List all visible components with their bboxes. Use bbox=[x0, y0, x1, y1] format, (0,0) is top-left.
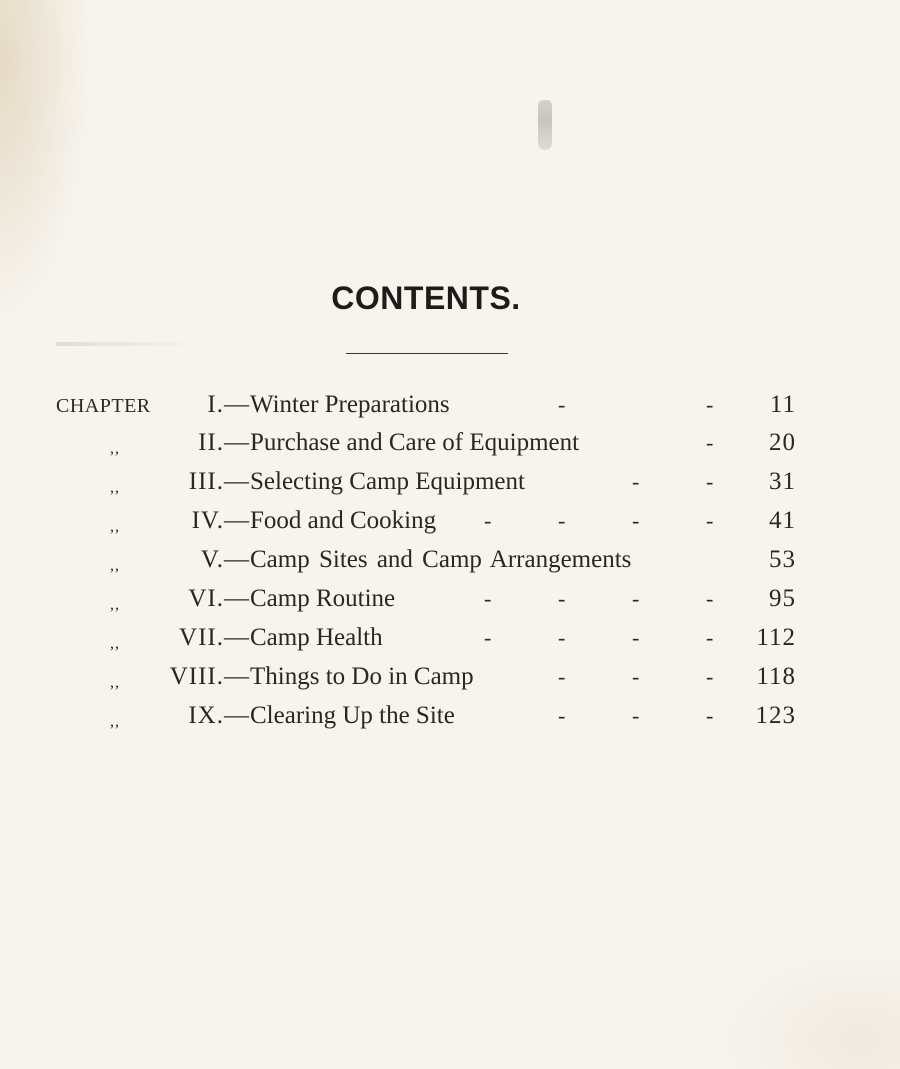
leader-dash: - bbox=[484, 586, 492, 611]
leader-dash: - bbox=[558, 664, 566, 689]
leader-dash: - bbox=[484, 625, 492, 650]
chapter-title: Things to Do in Camp bbox=[250, 663, 474, 690]
leader-dash: - bbox=[558, 508, 566, 533]
chapter-numeral: IV.— bbox=[191, 507, 250, 534]
toc-entry bbox=[0, 579, 900, 619]
chapter-title: Camp Sites and Camp Arrangements bbox=[250, 546, 632, 573]
page-number: 41 bbox=[769, 507, 796, 534]
ditto-mark: ,, bbox=[110, 518, 120, 535]
ditto-mark: ,, bbox=[110, 713, 120, 730]
ditto-mark: ,, bbox=[110, 674, 120, 691]
leader-dash: - bbox=[706, 508, 714, 533]
leader-dash: - bbox=[484, 508, 492, 533]
toc-entry bbox=[0, 501, 900, 541]
chapter-numeral: IX.— bbox=[188, 702, 250, 729]
title-rule bbox=[346, 353, 508, 354]
ditto-mark: ,, bbox=[110, 440, 120, 457]
leader-dash: - bbox=[706, 430, 714, 455]
ditto-mark: ,, bbox=[110, 479, 120, 496]
leader-dash: - bbox=[706, 392, 714, 417]
chapter-numeral: I.— bbox=[207, 391, 250, 418]
chapter-numeral: III.— bbox=[188, 468, 250, 495]
leader-dash: - bbox=[632, 664, 640, 689]
leader-dash: - bbox=[706, 625, 714, 650]
chapter-title: Food and Cooking bbox=[250, 507, 437, 534]
leader-dash: - bbox=[706, 586, 714, 611]
toc-entry bbox=[0, 618, 900, 658]
page-number: 95 bbox=[769, 585, 796, 612]
leader-dash: - bbox=[632, 586, 640, 611]
chapter-title: Winter Preparations bbox=[250, 391, 450, 418]
chapter-numeral: VI.— bbox=[188, 585, 250, 612]
chapter-label: CHAPTER bbox=[56, 395, 151, 417]
chapter-title: Camp Health bbox=[250, 624, 383, 651]
toc-entry bbox=[0, 423, 900, 463]
toc-entry bbox=[0, 696, 900, 736]
toc-entry bbox=[0, 540, 900, 580]
leader-dash: - bbox=[706, 703, 714, 728]
chapter-numeral: II.— bbox=[198, 429, 250, 456]
leader-dash: - bbox=[632, 625, 640, 650]
page-number: 112 bbox=[756, 624, 796, 651]
chapter-title: Clearing Up the Site bbox=[250, 702, 455, 729]
chapter-numeral: VII.— bbox=[179, 624, 250, 651]
page-number: 118 bbox=[756, 663, 796, 690]
ditto-mark: ,, bbox=[110, 596, 120, 613]
faint-mark bbox=[56, 342, 196, 346]
leader-dash: - bbox=[558, 586, 566, 611]
leader-dash: - bbox=[632, 469, 640, 494]
page-title: CONTENTS. bbox=[331, 280, 521, 316]
ink-smudge bbox=[538, 100, 552, 150]
page-number: 20 bbox=[769, 429, 796, 456]
leader-dash: - bbox=[706, 664, 714, 689]
page-number: 53 bbox=[769, 546, 796, 573]
chapter-numeral: VIII.— bbox=[169, 663, 250, 690]
chapter-title: Selecting Camp Equipment bbox=[250, 468, 525, 495]
leader-dash: - bbox=[558, 392, 566, 417]
toc-entry bbox=[0, 462, 900, 502]
chapter-numeral: V.— bbox=[200, 546, 250, 573]
toc-entry bbox=[0, 385, 900, 425]
leader-dash: - bbox=[558, 703, 566, 728]
leader-dash: - bbox=[558, 625, 566, 650]
ditto-mark: ,, bbox=[110, 635, 120, 652]
leader-dash: - bbox=[632, 703, 640, 728]
page-number: 123 bbox=[755, 702, 796, 729]
page-number: 11 bbox=[769, 391, 796, 418]
leader-dash: - bbox=[706, 469, 714, 494]
toc-entry bbox=[0, 657, 900, 697]
page-number: 31 bbox=[769, 468, 796, 495]
chapter-title: Camp Routine bbox=[250, 585, 396, 612]
chapter-title: Purchase and Care of Equipment bbox=[250, 429, 580, 456]
ditto-mark: ,, bbox=[110, 557, 120, 574]
leader-dash: - bbox=[632, 508, 640, 533]
